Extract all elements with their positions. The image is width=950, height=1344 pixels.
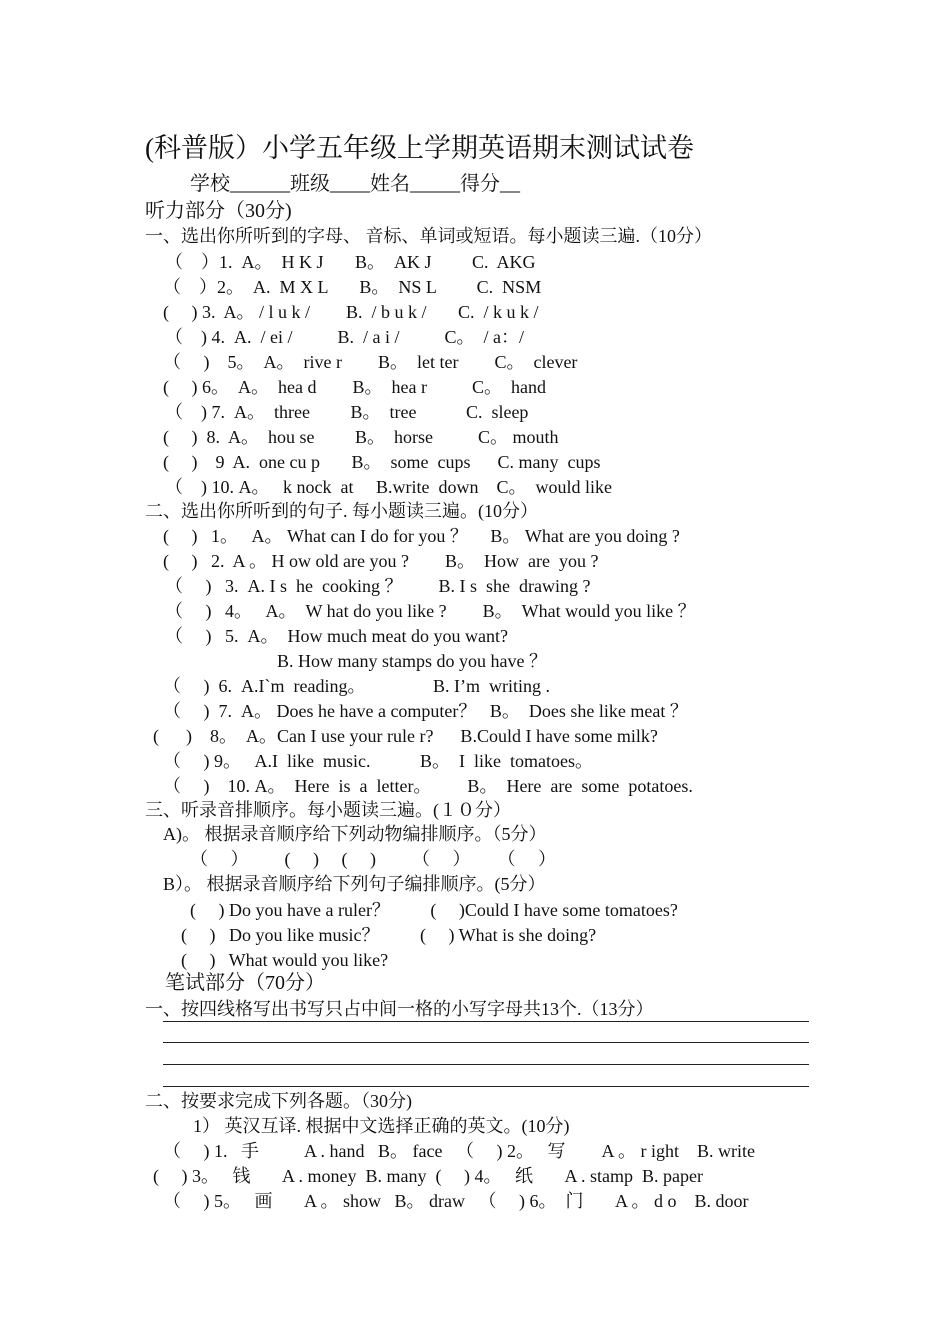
part3-b-heading: B）。 根据录音顺序给下列句子编排顺序。(5分） xyxy=(163,874,546,894)
four-line-grid-line xyxy=(163,1064,809,1065)
question-item: ( ) 3。 钱 A . money B. many ( ) 4。 纸 A . stamp B. paper xyxy=(153,1166,703,1186)
question-item: （ ) 5. A。 How much meat do you want? xyxy=(165,626,508,646)
four-line-grid-line xyxy=(163,1021,809,1022)
written-part1-heading: 一、按四线格写出书写只占中间一格的小写字母共13个.（13分） xyxy=(145,999,654,1019)
question-item: （ ) 7. A。 Does he have a computer？ B。 Does she like meat ？ xyxy=(163,701,688,721)
part3-a-answer-brackets: （ ） ( ) ( ) （ ） （ ） xyxy=(190,849,556,869)
student-info-line: 学校______班级____姓名_____得分__ xyxy=(190,173,520,195)
listening-part3-heading: 三、听录音排顺序。每小题读三遍。(１０分） xyxy=(145,800,511,820)
question-item: ( ) 6。 A。 hea d B。 hea r C。 hand xyxy=(163,377,546,397)
question-item: ( ) Do you have a ruler？ ( )Could I have some tomatoes? xyxy=(190,900,678,920)
question-item: （ ) 7. A。 three B。 tree C. sleep xyxy=(165,402,529,422)
question-item: ( ) Do you like music？ ( ) What is she doing? xyxy=(181,925,597,945)
written-heading: 笔试部分（70分） xyxy=(165,972,325,994)
four-line-grid-line xyxy=(163,1086,809,1087)
listening-part1-heading: 一、选出你所听到的字母、 音标、单词或短语。每小题读三遍.（10分） xyxy=(145,226,712,246)
question-item: （ ) 5。 画 A 。 show B。 draw （ ) 6。 门 A 。 d o B. door xyxy=(163,1191,749,1211)
question-item: ( ) 1。 A。 What can I do for you ？ B。 What are you doing ? xyxy=(163,526,680,546)
written-part2-heading: 二、按要求完成下列各题。（30分) xyxy=(145,1091,412,1111)
question-item: ( ) 3. A。 / l u k / B. / b u k / C. / k u k / xyxy=(163,302,539,322)
question-item: （ ) 5。 A。 rive r B。 let ter C。 clever xyxy=(163,352,578,372)
question-item: ( ) 8。 A。Can I use your rule r? B.Could I have some milk? xyxy=(153,726,658,746)
question-item: （ ) 10. A。 Here is a letter。 B。 Here are some potatoes. xyxy=(163,776,693,796)
question-item: （ ) 9。 A.I like music. B。 I like tomatoes。 xyxy=(163,751,593,771)
question-item: （ ) 1. 手 A . hand B。 face （ ) 2。 写 A 。 r ight B. write xyxy=(163,1141,755,1161)
translation-subheading: 1） 英汉互译. 根据中文选择正确的英文。(10分) xyxy=(193,1116,570,1136)
question-item: ( ) 8. A。 hou se B。 horse C。 mouth xyxy=(163,427,559,447)
question-item: （ ）1. A。 H K J B。 AK J C. AKG xyxy=(165,252,536,272)
part3-a-heading: A)。 根据录音顺序给下列动物编排顺序。（5分） xyxy=(163,824,547,844)
question-item: （ ) 4。 A。 W hat do you like ? B。 What would you like ？ xyxy=(165,601,696,621)
listening-heading: 听力部分（30分) xyxy=(145,200,292,222)
listening-part2-heading: 二、选出你所听到的句子. 每小题读三遍。(10分） xyxy=(145,501,538,521)
four-line-grid-line xyxy=(163,1042,809,1043)
question-item: （ ) 10. A。 k nock at B.write down C。 would like xyxy=(165,477,612,497)
question-item: ( ) 9 A. one cu p B。 some cups C. many cups xyxy=(163,452,601,472)
question-item: （ ）2。 A. M X L B。 NS L C. NSM xyxy=(163,277,542,297)
question-item: （ ) 4. A. / ei / B. / a i / C。 / a：/ xyxy=(165,327,524,347)
question-item: ( ) What would you like? xyxy=(181,950,389,970)
question-item: ( ) 2. A 。 H ow old are you ? B。 How are you ? xyxy=(163,551,599,571)
question-item: （ ) 3. A. I s he cooking ？ B. I s she drawing ? xyxy=(165,576,591,596)
question-item: （ ) 6. A.I`m reading。 B. I’m writing . xyxy=(163,676,550,696)
question-item-option-b: B. How many stamps do you have ？ xyxy=(277,651,547,671)
exam-title: (科普版）小学五年级上学期英语期末测试试卷 xyxy=(145,133,694,163)
